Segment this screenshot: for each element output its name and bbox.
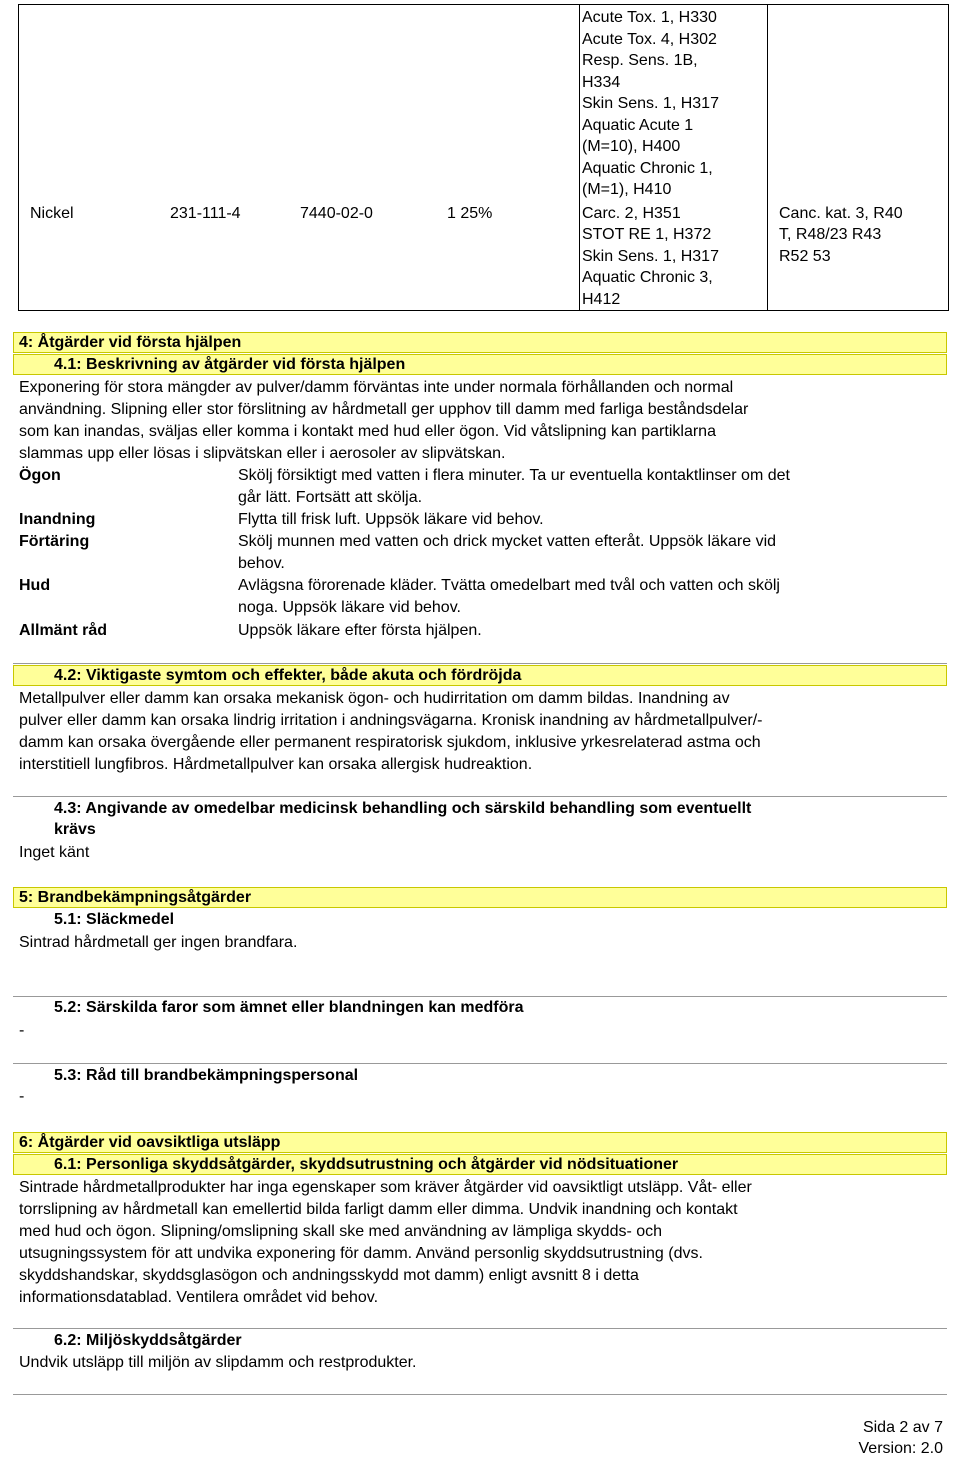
hazard-table-prev-dsd [768, 5, 949, 203]
text-line: Aquatic Chronic 1, [582, 159, 713, 177]
text-line: Skin Sens. 1, H317 [582, 95, 719, 112]
section-42-title: 4.2: Viktigaste symtom och effekter, både akuta och fördröjda [54, 667, 522, 684]
page-number: Sida 2 av 7 [862, 1419, 943, 1436]
nickel-clp [580, 203, 768, 311]
text-line: som kan inandas, sväljas eller komma i kontakt med hud eller ögon. Vid våtslipning kan partiklarna [19, 423, 716, 440]
section-4-heading: 4: Åtgärder vid första hjälpen [19, 334, 242, 351]
divider [13, 1394, 947, 1395]
text-line: Aquatic Acute 1 [582, 116, 694, 134]
text-line: H334 [582, 73, 621, 91]
hazard-table-prev-blank [19, 5, 580, 203]
text-line: utsugningssystem för att undvika exponering för damm. Använd personlig skyddsutrustning (dvs. [19, 1245, 703, 1262]
first-aid-text: Flytta till frisk luft. Uppsök läkare vid behov. [238, 511, 544, 528]
text-line: interstitiell lungfibros. Hårdmetallpulver kan orsaka allergisk hudreaktion. [19, 756, 533, 773]
version-label: Version: 2.0 [858, 1440, 943, 1457]
text-line: slammas upp eller lösas i slipvätskan eller i aerosoler av slipvätskan. [19, 445, 506, 462]
first-aid-text: noga. Uppsök läkare vid behov. [238, 599, 461, 616]
first-aid-label: Allmänt råd [19, 622, 108, 639]
text-line: med hud och ögon. Slipning/omslipning skall ske med användning av lämpliga skydds- och [19, 1223, 663, 1240]
first-aid-label: Ögon [19, 467, 61, 484]
text-line: Acute Tox. 4, H302 [582, 30, 717, 48]
text-line: informationsdatablad. Ventilera området vid behov. [19, 1289, 379, 1306]
text-line: torrslipning av hårdmetall kan emellertid bilda farligt damm eller dimma. Undvik inandning och kontakt [19, 1201, 738, 1218]
section-5-heading: 5: Brandbekämpningsåtgärder [19, 889, 252, 906]
first-aid-label: Hud [19, 577, 51, 594]
cas-number: 7440-02-0 [300, 204, 373, 222]
first-aid-text: Avlägsna förorenade kläder. Tvätta omedelbart med tvål och vatten och skölj [238, 577, 780, 594]
divider [13, 663, 947, 664]
text-line: (M=1), H410 [582, 181, 672, 198]
text-line: Canc. kat. 3, R40 [779, 204, 903, 222]
section-51-text: Sintrad hårdmetall ger ingen brandfara. [19, 934, 298, 951]
first-aid-label: Inandning [19, 511, 96, 528]
section-6-heading: 6: Åtgärder vid oavsiktliga utsläpp [19, 1134, 281, 1151]
section-43-title-1: 4.3: Angivande av omedelbar medicinsk behandling och särskild behandling som eventuellt [54, 800, 752, 817]
text-line: (M=10), H400 [582, 138, 681, 155]
section-53-title: 5.3: Råd till brandbekämpningspersonal [54, 1067, 359, 1084]
section-43-text: Inget känt [19, 844, 90, 861]
text-line: Resp. Sens. 1B, [582, 52, 698, 69]
text-line: Aquatic Chronic 3, [582, 269, 713, 286]
first-aid-text: Uppsök läkare efter första hjälpen. [238, 622, 482, 639]
text-line: pulver eller damm kan orsaka lindrig irritation i andningsvägarna. Kronisk inandning av hårdmetallpulver/- [19, 712, 763, 729]
first-aid-text: Skölj munnen med vatten och drick mycket vatten efteråt. Uppsök läkare vid [238, 533, 777, 550]
text-line: H412 [582, 290, 621, 308]
section-62-text: Undvik utsläpp till miljön av slipdamm och restprodukter. [19, 1354, 417, 1371]
divider [13, 1063, 947, 1064]
first-aid-text: går lätt. Fortsätt att skölja. [238, 489, 423, 506]
hazard-table [18, 4, 949, 311]
text-line: Carc. 2, H351 [582, 204, 681, 222]
text-line: användning. Slipning eller stor förslitning av hårdmetall ger upphov till damm med farliga beståndsdelar [19, 401, 749, 418]
text-line: STOT RE 1, H372 [582, 226, 712, 243]
section-52-text: - [19, 1022, 25, 1039]
section-62-title: 6.2: Miljöskyddsåtgärder [54, 1332, 242, 1349]
concentration: 1 25% [447, 204, 493, 222]
substance-name: Nickel [30, 204, 74, 222]
section-41-title: 4.1: Beskrivning av åtgärder vid första hjälpen [54, 356, 406, 373]
section-52-title: 5.2: Särskilda faror som ämnet eller blandningen kan medföra [54, 999, 524, 1016]
first-aid-text: behov. [238, 555, 285, 572]
section-51-title: 5.1: Släckmedel [54, 911, 175, 928]
section-61-title: 6.1: Personliga skyddsåtgärder, skyddsutrustning och åtgärder vid nödsituationer [54, 1156, 679, 1173]
ec-number: 231-111-4 [170, 204, 241, 222]
text-line: Acute Tox. 1, H330 [582, 9, 717, 26]
first-aid-text: Skölj försiktigt med vatten i flera minuter. Ta ur eventuella kontaktlinser om det [238, 467, 790, 484]
text-line: T, R48/23 R43 [779, 226, 882, 243]
nickel-row [19, 203, 580, 311]
text-line: Metallpulver eller damm kan orsaka mekanisk ögon- och hudirritation om damm bildas. Inandning av [19, 690, 730, 707]
nickel-dsd [768, 203, 949, 311]
section-53-text: - [19, 1088, 25, 1105]
divider [13, 1328, 947, 1329]
text-line: R52 53 [779, 247, 831, 265]
divider [13, 796, 947, 797]
text-line: Skin Sens. 1, H317 [582, 247, 719, 265]
first-aid-label: Förtäring [19, 533, 90, 550]
text-line: damm kan orsaka övergående eller permanent respiratorisk sjukdom, inklusive yrkesrelaterad astma och [19, 734, 761, 751]
text-line: skyddshandskar, skyddsglasögon och andningsskydd mot damm) enligt avsnitt 8 i detta [19, 1267, 639, 1284]
text-line: Sintrade hårdmetallprodukter har inga egenskaper som kräver åtgärder vid oavsiktligt utsläpp. Våt- eller [19, 1179, 752, 1196]
section-43-title-2: krävs [54, 821, 96, 838]
text-line: Exponering för stora mängder av pulver/damm förväntas inte under normala förhållanden och normal [19, 379, 734, 396]
hazard-table-prev-clp [580, 5, 768, 203]
